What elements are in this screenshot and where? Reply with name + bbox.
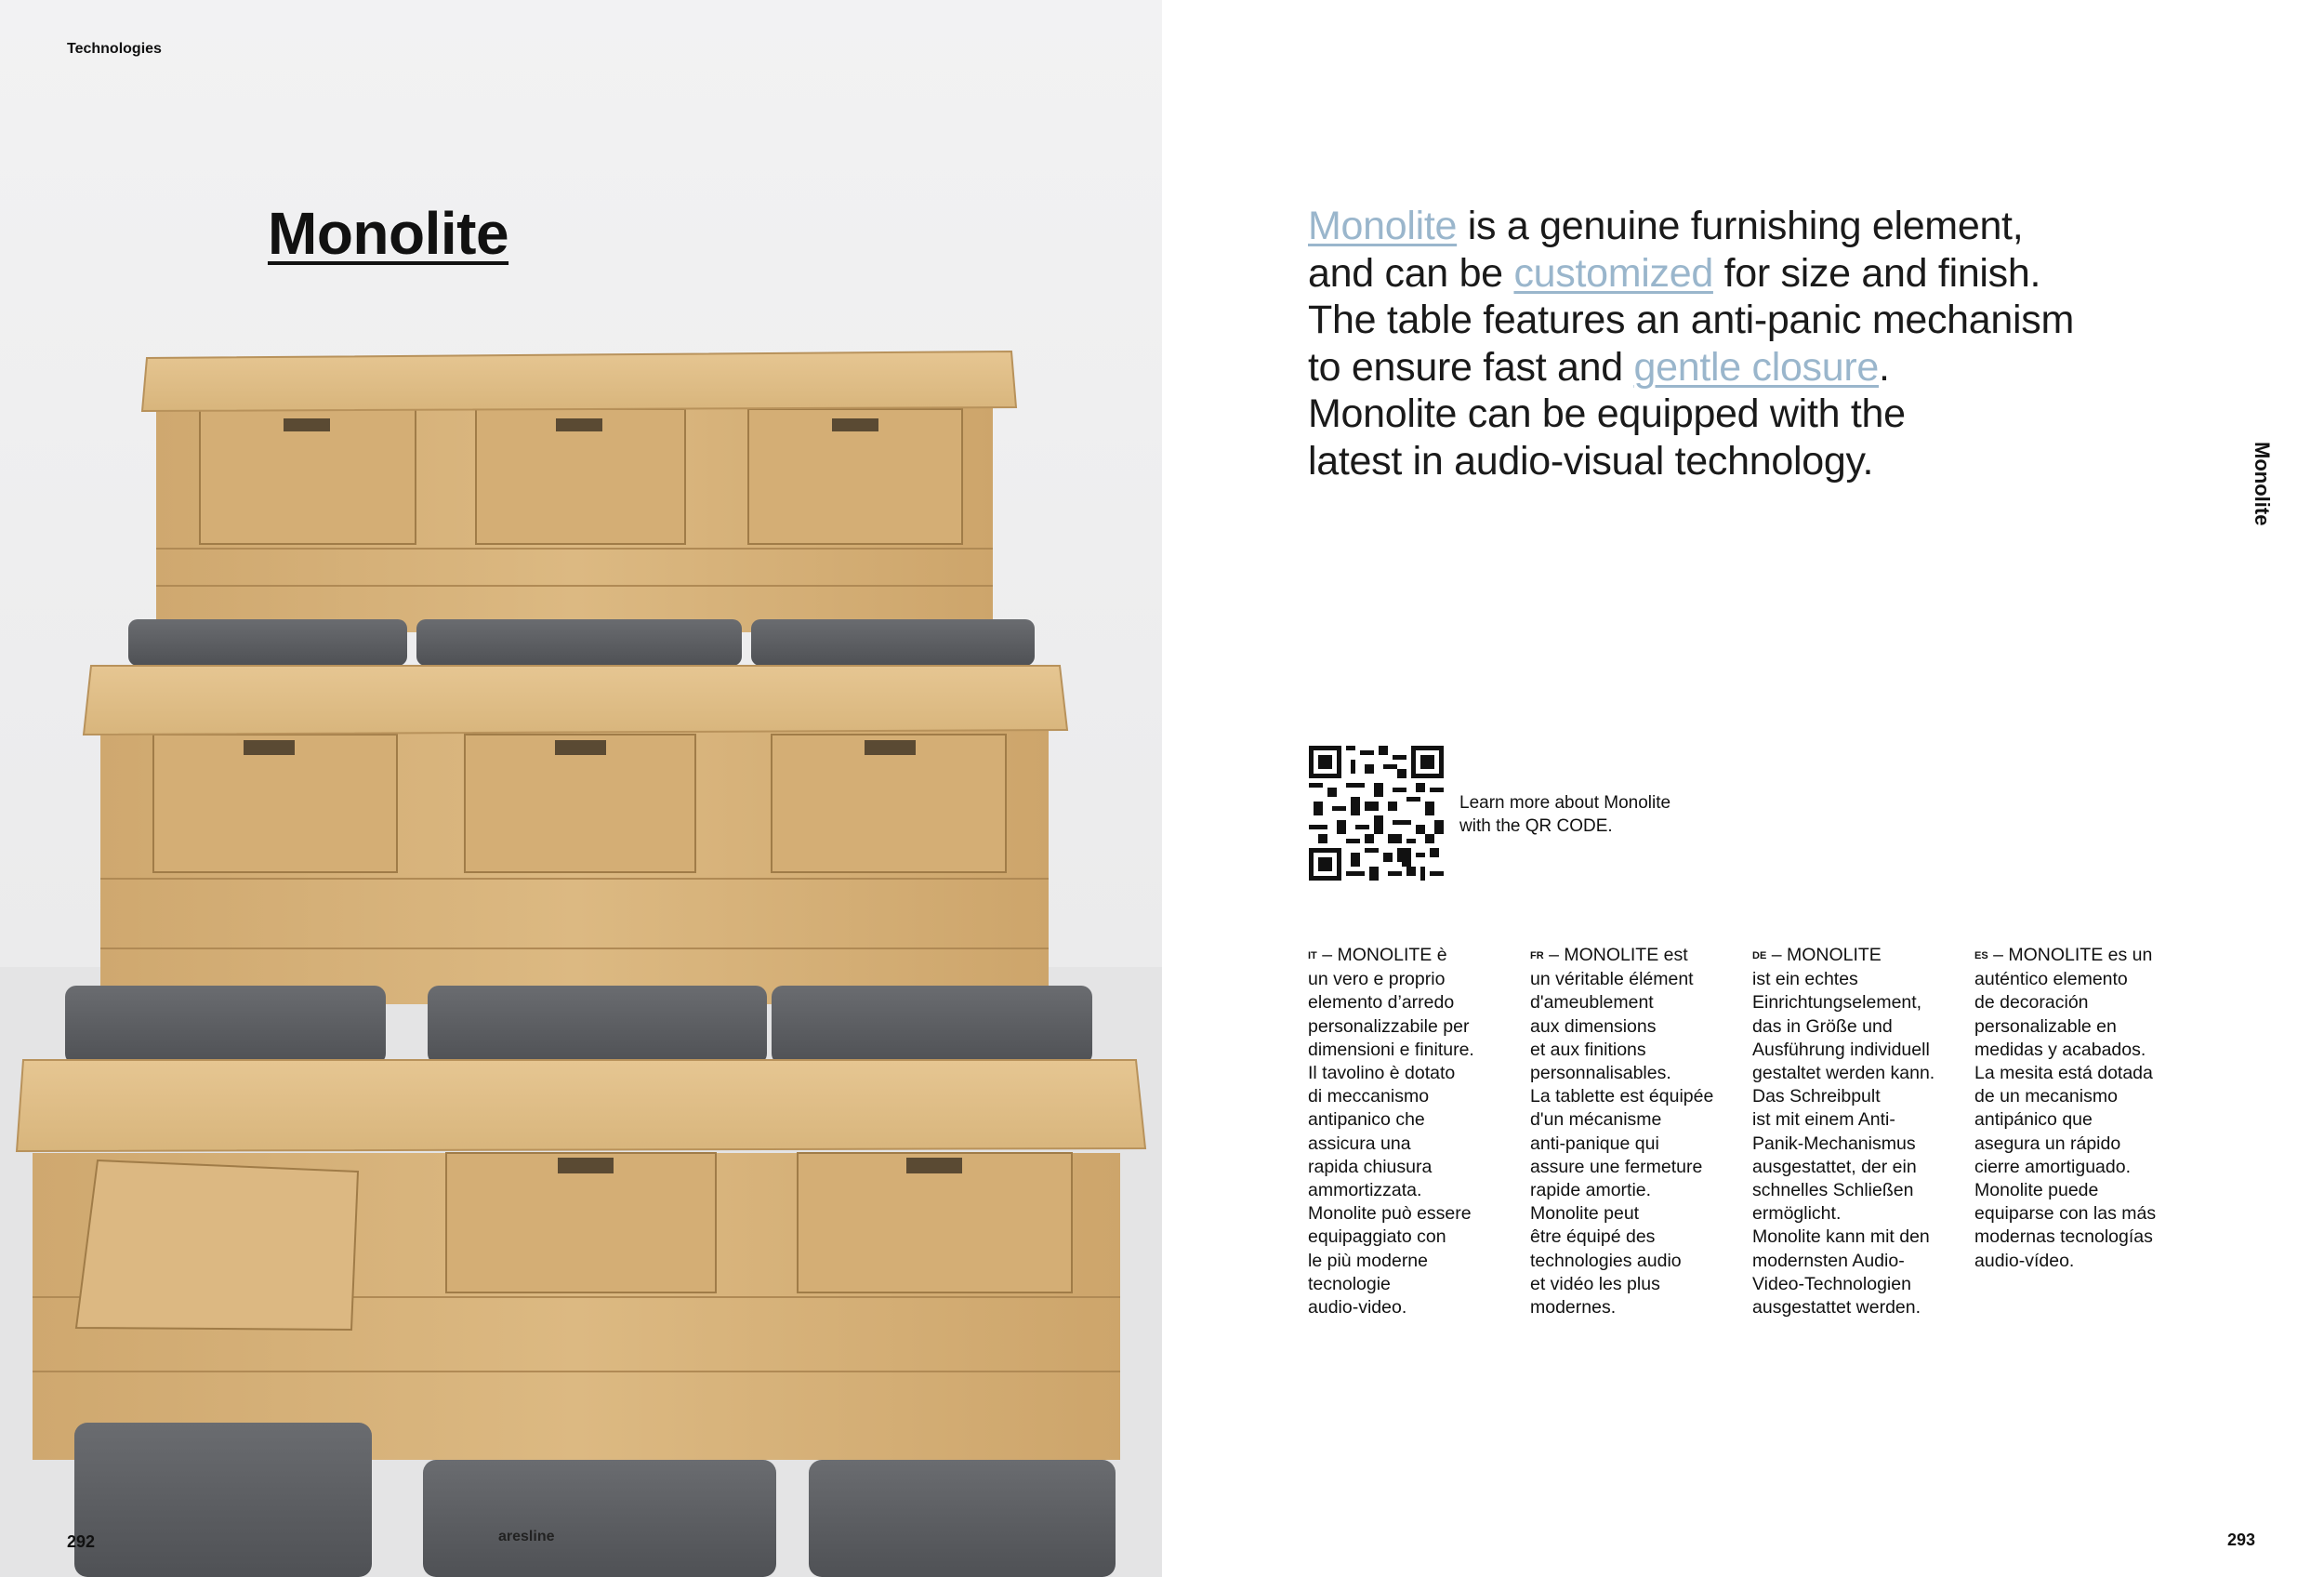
column-text: schnelles Schließen — [1752, 1180, 1914, 1201]
language-tag: FR — [1530, 950, 1544, 961]
column-line — [1974, 1108, 2184, 1132]
column-text: ausgestattet, der ein — [1752, 1156, 1917, 1177]
column-text: être équipé des — [1530, 1226, 1656, 1248]
qr-caption — [1459, 791, 1720, 838]
column-line — [1308, 968, 1517, 991]
column-text: das in Größe und — [1752, 1015, 1893, 1037]
column-text: antipanico che — [1308, 1109, 1425, 1131]
column-line — [1308, 1202, 1517, 1226]
link-customized[interactable]: customized — [1513, 250, 1713, 296]
column-text: Monolite peut — [1530, 1203, 1640, 1225]
column-line — [1308, 944, 1517, 968]
column-line — [1752, 1039, 1961, 1062]
column-line — [1308, 991, 1517, 1014]
qr-code-icon[interactable] — [1309, 746, 1444, 881]
column-line — [1308, 1296, 1517, 1319]
column-text: modernes. — [1530, 1297, 1617, 1319]
column-line — [1530, 1250, 1739, 1273]
headline-text: Monolite can be equipped with the — [1308, 391, 1906, 436]
headline-text: . — [1879, 344, 1890, 390]
column-line — [1530, 1085, 1739, 1108]
column-text: un vero e proprio — [1308, 969, 1446, 990]
column-text: assicura una — [1308, 1133, 1411, 1154]
column-line — [1308, 1226, 1517, 1249]
right-page — [1162, 0, 2324, 1577]
column-text: modernsten Audio- — [1752, 1250, 1905, 1271]
column-text: et aux finitions — [1530, 1039, 1646, 1060]
column-line — [1974, 1133, 2184, 1156]
column-text: dimensioni e finiture. — [1308, 1039, 1474, 1060]
column-line — [1974, 968, 2184, 991]
column-text: Ausführung individuell — [1752, 1039, 1930, 1060]
column-line — [1308, 1039, 1517, 1062]
column-text: Das Schreibpult — [1752, 1086, 1881, 1107]
column-text: ammortizzata. — [1308, 1180, 1422, 1201]
column-text: le più moderne — [1308, 1250, 1428, 1271]
column-text: gestaltet werden kann. — [1752, 1063, 1935, 1084]
column-line — [1530, 1296, 1739, 1319]
column-text: modernas tecnologías — [1974, 1226, 2153, 1248]
column-text: d'un mécanisme — [1530, 1109, 1662, 1131]
column-text: – MONOLITE es un — [1993, 945, 2153, 965]
text-column-de — [1752, 944, 1961, 1319]
column-line — [1752, 1133, 1961, 1156]
column-line — [1974, 1226, 2184, 1249]
column-line — [1530, 1202, 1739, 1226]
column-text: personalizzabile per — [1308, 1015, 1470, 1037]
column-line — [1752, 968, 1961, 991]
column-line — [1308, 1085, 1517, 1108]
column-text: ausgestattet werden. — [1752, 1297, 1921, 1319]
qr-caption-line: with the QR CODE. — [1459, 816, 1613, 836]
column-line — [1974, 1156, 2184, 1179]
headline-text: latest in audio-visual technology. — [1308, 438, 1874, 484]
page-number-left: 292 — [67, 1532, 96, 1551]
column-text: Monolite kann mit den — [1752, 1226, 1930, 1248]
column-text: et vidéo les plus — [1530, 1273, 1660, 1294]
column-line — [1530, 968, 1739, 991]
column-line — [1530, 1108, 1739, 1132]
column-line — [1752, 1015, 1961, 1039]
column-line — [1530, 1273, 1739, 1296]
column-text: antipánico que — [1974, 1109, 2093, 1131]
column-line — [1752, 1202, 1961, 1226]
headline-text: to ensure fast and — [1308, 344, 1634, 390]
column-line — [1974, 1062, 2184, 1085]
column-text: elemento d’arredo — [1308, 992, 1455, 1014]
headline-text: for size and finish. — [1712, 250, 2041, 296]
column-text: La mesita está dotada — [1974, 1063, 2153, 1084]
column-text: rapida chiusura — [1308, 1156, 1433, 1177]
headline-text: is a genuine furnishing element, — [1457, 204, 2024, 248]
link-gentle-closure[interactable]: gentle closure — [1633, 344, 1880, 390]
column-text: Einrichtungselement, — [1752, 992, 1922, 1014]
column-text: medidas y acabados. — [1974, 1039, 2146, 1060]
headline-intro — [1308, 203, 2219, 484]
column-line — [1308, 1179, 1517, 1202]
column-text: Monolite puede — [1974, 1180, 2099, 1201]
column-text: Panik-Mechanismus — [1752, 1133, 1916, 1154]
column-text: Monolite può essere — [1308, 1203, 1472, 1225]
column-line — [1308, 1062, 1517, 1085]
column-line — [1974, 1202, 2184, 1226]
column-line — [1752, 1250, 1961, 1273]
column-text: audio-video. — [1308, 1297, 1407, 1319]
column-text: – MONOLITE est — [1549, 945, 1688, 965]
column-line — [1752, 1156, 1961, 1179]
page-number-right: 293 — [2227, 1531, 2256, 1549]
column-line — [1530, 1039, 1739, 1062]
language-tag: DE — [1752, 950, 1767, 961]
column-text: aux dimensions — [1530, 1015, 1657, 1037]
column-line — [1752, 1108, 1961, 1132]
column-text: assure une fermeture — [1530, 1156, 1703, 1177]
column-text: asegura un rápido — [1974, 1133, 2121, 1154]
brand-logo: aresline — [498, 1529, 555, 1544]
column-line — [1530, 1226, 1739, 1249]
column-line — [1974, 991, 2184, 1014]
column-line — [1530, 991, 1739, 1014]
text-column-it — [1308, 944, 1517, 1319]
column-text: Video-Technologien — [1752, 1273, 1911, 1294]
headline-text: and can be — [1308, 250, 1514, 296]
text-column-es — [1974, 944, 2184, 1273]
column-line — [1974, 1015, 2184, 1039]
column-text: auténtico elemento — [1974, 969, 2128, 990]
running-head: Technologies — [67, 41, 162, 57]
column-text: – MONOLITE è — [1322, 945, 1447, 965]
column-line — [1974, 1179, 2184, 1202]
column-text: ist ein echtes — [1752, 969, 1858, 990]
column-text: d'ameublement — [1530, 992, 1654, 1014]
column-line — [1530, 1179, 1739, 1202]
qr-caption-line: Learn more about Monolite — [1459, 793, 1671, 813]
column-text: de un mecanismo — [1974, 1086, 2118, 1107]
column-line — [1530, 1156, 1739, 1179]
column-line — [1530, 1062, 1739, 1085]
column-line — [1752, 1226, 1961, 1249]
column-line — [1752, 1179, 1961, 1202]
page-title: Monolite — [268, 200, 509, 267]
column-line — [1752, 1296, 1961, 1319]
column-text: un véritable élément — [1530, 969, 1694, 990]
column-text: ermöglicht. — [1752, 1203, 1842, 1225]
column-text: equipaggiato con — [1308, 1226, 1446, 1248]
column-text: personnalisables. — [1530, 1063, 1671, 1084]
column-text: technologies audio — [1530, 1250, 1682, 1271]
column-text: audio-vídeo. — [1974, 1250, 2075, 1271]
column-line — [1308, 1156, 1517, 1179]
column-line — [1308, 1108, 1517, 1132]
column-line — [1974, 1085, 2184, 1108]
column-text: ist mit einem Anti- — [1752, 1109, 1895, 1131]
side-tab-label: Monolite — [2251, 442, 2274, 526]
column-text: di meccanismo — [1308, 1086, 1430, 1107]
column-line — [1974, 1250, 2184, 1273]
column-text: rapide amortie. — [1530, 1180, 1652, 1201]
column-line — [1530, 1133, 1739, 1156]
column-line — [1752, 1085, 1961, 1108]
column-text: de decoración — [1974, 992, 2089, 1014]
column-line — [1752, 1062, 1961, 1085]
column-text: cierre amortiguado. — [1974, 1156, 2131, 1177]
column-line — [1530, 1015, 1739, 1039]
column-line — [1530, 944, 1739, 968]
text-column-fr — [1530, 944, 1739, 1319]
column-line — [1752, 991, 1961, 1014]
language-tag: ES — [1974, 950, 1988, 961]
column-text: personalizable en — [1974, 1015, 2117, 1037]
column-line — [1974, 944, 2184, 968]
language-tag: IT — [1308, 950, 1317, 961]
column-text: – MONOLITE — [1771, 945, 1882, 965]
link-monolite[interactable]: Monolite — [1308, 204, 1458, 248]
column-line — [1752, 944, 1961, 968]
column-line — [1752, 1273, 1961, 1296]
column-text: anti-panique qui — [1530, 1133, 1659, 1154]
column-line — [1308, 1273, 1517, 1296]
column-line — [1308, 1250, 1517, 1273]
column-line — [1308, 1133, 1517, 1156]
headline-text: The table features an anti-panic mechanism — [1308, 298, 2074, 342]
column-text: La tablette est équipée — [1530, 1086, 1714, 1107]
column-line — [1974, 1039, 2184, 1062]
column-text: Il tavolino è dotato — [1308, 1063, 1456, 1084]
column-text: equiparse con las más — [1974, 1203, 2157, 1225]
column-text: tecnologie — [1308, 1273, 1391, 1294]
column-line — [1308, 1015, 1517, 1039]
